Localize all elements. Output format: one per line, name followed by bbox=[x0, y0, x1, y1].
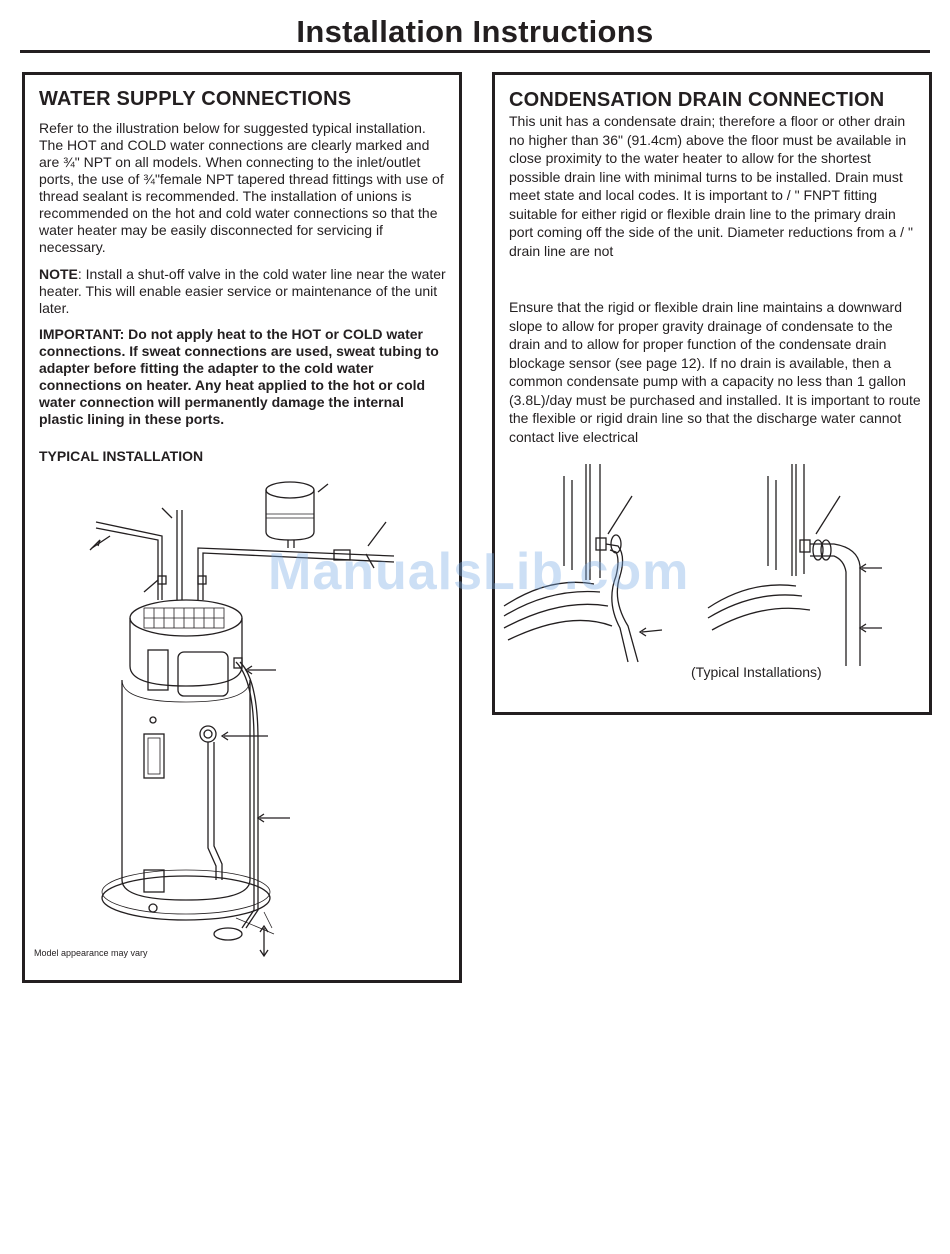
title-rule bbox=[20, 50, 930, 53]
condensation-paragraph-2: Ensure that the rigid or flexible drain line maintains a downward slope to allow for proper gravity drainage of condensate to the drain and to allow for proper function of the condensate drain blockage sensor (see page 12). If no drain is available, then a common condensate pump with a capacity no less than 1 gallon (3.8L)/day must be purchased and installed. It is important to route the flexible or rigid drain line so that the discharge water cannot contact live electrical bbox=[509, 299, 921, 445]
rigid-drain-install bbox=[708, 464, 882, 666]
water-supply-heading: WATER SUPPLY CONNECTIONS bbox=[39, 88, 352, 110]
water-heater-body bbox=[122, 600, 250, 912]
note-paragraph bbox=[39, 266, 447, 317]
condensation-heading: CONDENSATION DRAIN CONNECTION bbox=[509, 89, 885, 111]
callout-arrows bbox=[90, 484, 386, 822]
note-label: NOTE bbox=[39, 266, 78, 282]
water-supply-paragraph: Refer to the illustration below for suggested typical installation. The HOT and COLD water connections are clearly marked and are ¾" NPT on all models. When connecting to the inlet/outlet ports, the use of ¾"female NPT tapered thread fittings with use of thread sealant is recommended. The installation of unions is recommended on the hot and cold water connections so that the water heater may be easily disconnected for servicing if necessary. bbox=[39, 120, 444, 255]
model-appearance-note: Model appearance may vary bbox=[34, 948, 148, 958]
expansion-tank bbox=[266, 482, 314, 548]
typical-installation-label: TYPICAL INSTALLATION bbox=[39, 448, 204, 464]
important-paragraph: IMPORTANT: Do not apply heat to the HOT or COLD water connections. If sweat connections are used, sweat tubing to adapter before fitting the adapter to the cold water connections on heater. Any heat applied to the hot or cold water connection will permanently damage the internal plastic lining in these ports. bbox=[39, 326, 439, 427]
condensation-paragraph-1: This unit has a condensate drain; therefore a floor or other drain no higher than 36" (91.4cm) above the floor must be available in close proximity to the water heater to allow for the shortest possible drain line with minimal turns to be installed. Drain must meet state and local codes. It is important to / " FNPT fitting suitable for either rigid or flexible drain line to the primary drain port coming off the side of the unit. Diameter reductions from a / " drain line are not bbox=[509, 113, 913, 259]
page-title: Installation Instructions bbox=[296, 14, 654, 49]
typical-installations-caption: (Typical Installations) bbox=[691, 664, 822, 680]
note-text: : Install a shut-off valve in the cold water line near the water heater. This will enable easier service or maintenance of the unit later. bbox=[39, 266, 446, 316]
relief-line bbox=[208, 658, 274, 956]
watermark: ManualsLib.com bbox=[268, 543, 690, 601]
drain-pan bbox=[102, 870, 270, 920]
